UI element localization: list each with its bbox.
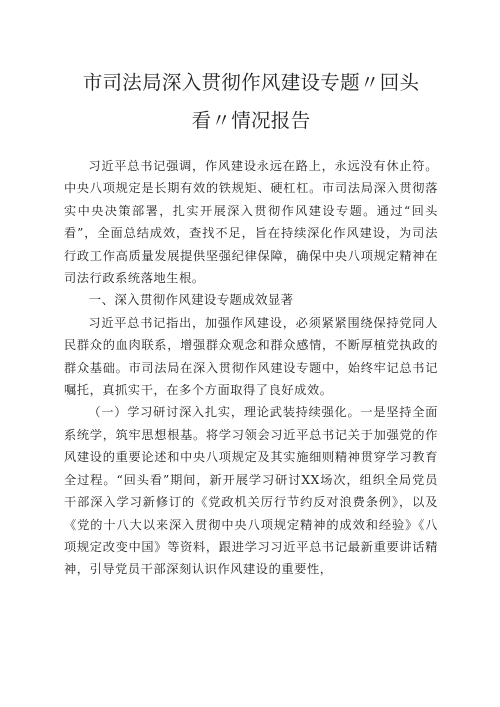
section-1-heading: 一、深入贯彻作风建设专题成效显著: [88, 292, 294, 308]
document-body: [64, 155, 438, 581]
document-title: [64, 64, 438, 140]
section-1-paragraph-1: 习近平总书记指出，加强作风建设，必须紧紧围绕保持党同人民群众的血肉联系，增强群众观念和群众感情，不断厚植党执政的群众基础。市司法局在深入贯彻作风建设专题中，始终牢记总书记嘱托，真抓实干，在多个方面取得了良好成效。: [64, 315, 438, 398]
section-1-paragraph-2: （一）学习研讨深入扎实，理论武装持续强化。一是坚持全面系统学，筑牢思想根基。将学习领会习近平总书记关于加强党的作风建设的重要论述和中央八项规定及其实施细则精神贯穿学习教育全过程。“回头看”期间，新开展学习研讨XX场次，组织全局党员干部深入学习新修订的《党政机关厉行节约反对浪费条例》，以及《党的十八大以来深入贯彻中央八项规定精神的成效和经验》《八项规定改变中国》等资料，跟进学习习近平总书记最新重要讲话精神，引导党员干部深刻认识作风建设的重要性，: [64, 405, 438, 577]
title-line-2: 看〃情况报告: [191, 109, 311, 132]
title-line-1: 市司法局深入贯彻作风建设专题〃回头: [82, 71, 420, 94]
intro-paragraph: 习近平总书记强调，作风建设永远在路上，永远没有休止符。中央八项规定是长期有效的铁规矩、硬杠杠。市司法局深入贯彻落实中央决策部署，扎实开展深入贯彻作风建设专题。通过“回头看”，全面总结成效，查找不足，旨在持续深化作风建设，为司法行政工作高质量发展提供坚强纪律保障，确保中央八项规定精神在司法行政系统落地生根。: [64, 159, 438, 286]
